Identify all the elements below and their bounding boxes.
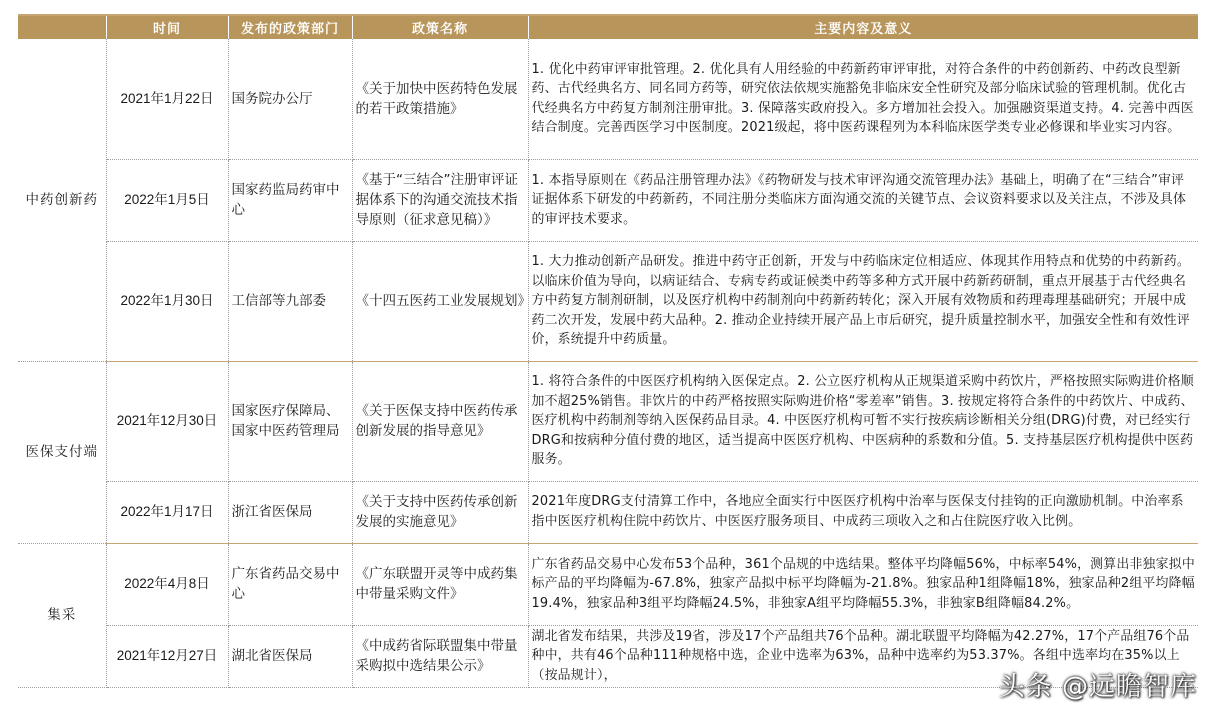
- policy-cell: 《广东联盟开灵等中成药集中带量采购文件》: [352, 543, 528, 625]
- policy-cell: 《关于医保支持中医药传承创新发展的指导意见》: [352, 361, 528, 481]
- table-row: [18, 361, 1198, 481]
- dept-cell: 广东省药品交易中心: [228, 543, 352, 625]
- watermark: 头条 @远瞻智库: [998, 672, 1197, 702]
- content-cell: 广东省药品交易中心发布53个品种，361个品规的中选结果。整体平均降幅56%，中标率54%，测算出非独家拟中标产品的平均降幅为-67.8%，独家产品拟中标平均降幅为-21.8%。独家品种1组降幅18%，独家品种2组平均降幅19.4%，独家品种3组平均降幅24.5%，非独家A组平均降幅55.3%，非独家B组降幅84.2%。: [528, 543, 1198, 625]
- category-cell: 中药创新药: [18, 39, 106, 361]
- dept-cell: 湖北省医保局: [228, 625, 352, 687]
- content-cell: 1. 大力推动创新产品研发。推进中药守正创新，开发与中药临床定位相适应、体现其作用特点和优势的中药新药。以临床价值为导向，以病证结合、专病专药或证候类中药等多种方式开展中药新药研制，重点开展基于古代经典名方中药复方制剂研制，以及医疗机构中药制剂向中药新药转化；深入开展有效物质和药理毒理基础研究；开展中成药二次开发，发展中药大品种。2. 推动企业持续开展产品上市后研究，提升质量控制水平，加强安全性和有效性评价，系统提升中药质量。: [528, 241, 1198, 361]
- header-policy: 政策名称: [352, 16, 528, 39]
- dept-cell: 国务院办公厅: [228, 39, 352, 159]
- dept-cell: 国家医疗保障局、国家中医药管理局: [228, 361, 352, 481]
- policy-cell: 《十四五医药工业发展规划》: [352, 241, 528, 361]
- table-row: [18, 39, 1198, 159]
- content-cell: 1. 本指导原则在《药品注册管理办法》《药物研发与技术审评沟通交流管理办法》基础上，明确了在“三结合”审评证据体系下研发的中药新药，不同注册分类临床方面沟通交流的关键节点、会议资料要求以及关注点，不涉及具体的审评技术要求。: [528, 159, 1198, 241]
- policy-table: [18, 16, 1198, 688]
- policy-cell: 《中成药省际联盟集中带量采购拟中选结果公示》: [352, 625, 528, 687]
- header-time: 时间: [106, 16, 228, 39]
- category-cell: 医保支付端: [18, 361, 106, 543]
- time-cell: 2021年1月22日: [106, 39, 228, 159]
- time-cell: 2022年1月17日: [106, 481, 228, 543]
- content-cell: 1. 将符合条件的中医医疗机构纳入医保定点。2. 公立医疗机构从正规渠道采购中药饮片，严格按照实际购进价格顺加不超25%销售。非饮片的中药严格按照实际购进价格“零差率”销售。3. 按规定将符合条件的中药饮片、中成药、医疗机构中药制剂等纳入医保药品目录。4. 中医医疗机构可暂不实行按疾病诊断相关分组(DRG)付费，对已经实行DRG和按病种分值付费的地区，适当提高中医医疗机构、中医病种的系数和分值。5. 支持基层医疗机构提供中医药服务。: [528, 361, 1198, 481]
- policy-table-container: [18, 14, 1198, 688]
- time-cell: 2022年4月8日: [106, 543, 228, 625]
- table-row: [18, 159, 1198, 241]
- dept-cell: 国家药监局药审中心: [228, 159, 352, 241]
- header-content: 主要内容及意义: [528, 16, 1198, 39]
- dept-cell: 浙江省医保局: [228, 481, 352, 543]
- content-cell: 1. 优化中药审评审批管理。2. 优化具有人用经验的中药新药审评审批，对符合条件的中药创新药、中药改良型新药、古代经典名方、同名同方药等，研究依法依规实施豁免非临床安全性研究及部分临床试验的管理机制。优化古代经典名方中药复方制剂注册审批。3. 保障落实政府投入。多方增加社会投入。加强融资渠道支持。4. 完善中西医结合制度。完善西医学习中医制度。2021级起，将中医药课程列为本科临床医学类专业必修课和毕业实习内容。: [528, 39, 1198, 159]
- category-cell: 集采: [18, 543, 106, 687]
- time-cell: 2021年12月30日: [106, 361, 228, 481]
- policy-cell: 《关于加快中医药特色发展的若干政策措施》: [352, 39, 528, 159]
- dept-cell: 工信部等九部委: [228, 241, 352, 361]
- content-cell: 湖北省发布结果，共涉及19省，涉及17个产品组共76个品种。湖北联盟平均降幅为42.27%，17个产品组76个品种中，共有46个品种111种规格中选，企业中选率为63%，品种中选率约为53.37%。各组中选率均在35%以上（按品规计），: [528, 625, 1198, 687]
- header-category: [18, 16, 106, 39]
- header-row: [18, 16, 1198, 39]
- table-row: [18, 543, 1198, 625]
- time-cell: 2022年1月30日: [106, 241, 228, 361]
- policy-cell: 《基于“三结合”注册审评证据体系下的沟通交流技术指导原则（征求意见稿）》: [352, 159, 528, 241]
- content-cell: 2021年度DRG支付清算工作中，各地应全面实行中医医疗机构中治率与医保支付挂钩的正向激励机制。中治率系指中医医疗机构住院中药饮片、中医医疗服务项目、中成药三项收入之和占住院医疗收入比例。: [528, 481, 1198, 543]
- header-dept: 发布的政策部门: [228, 16, 352, 39]
- table-row: [18, 241, 1198, 361]
- time-cell: 2022年1月5日: [106, 159, 228, 241]
- time-cell: 2021年12月27日: [106, 625, 228, 687]
- policy-cell: 《关于支持中医药传承创新发展的实施意见》: [352, 481, 528, 543]
- table-row: [18, 481, 1198, 543]
